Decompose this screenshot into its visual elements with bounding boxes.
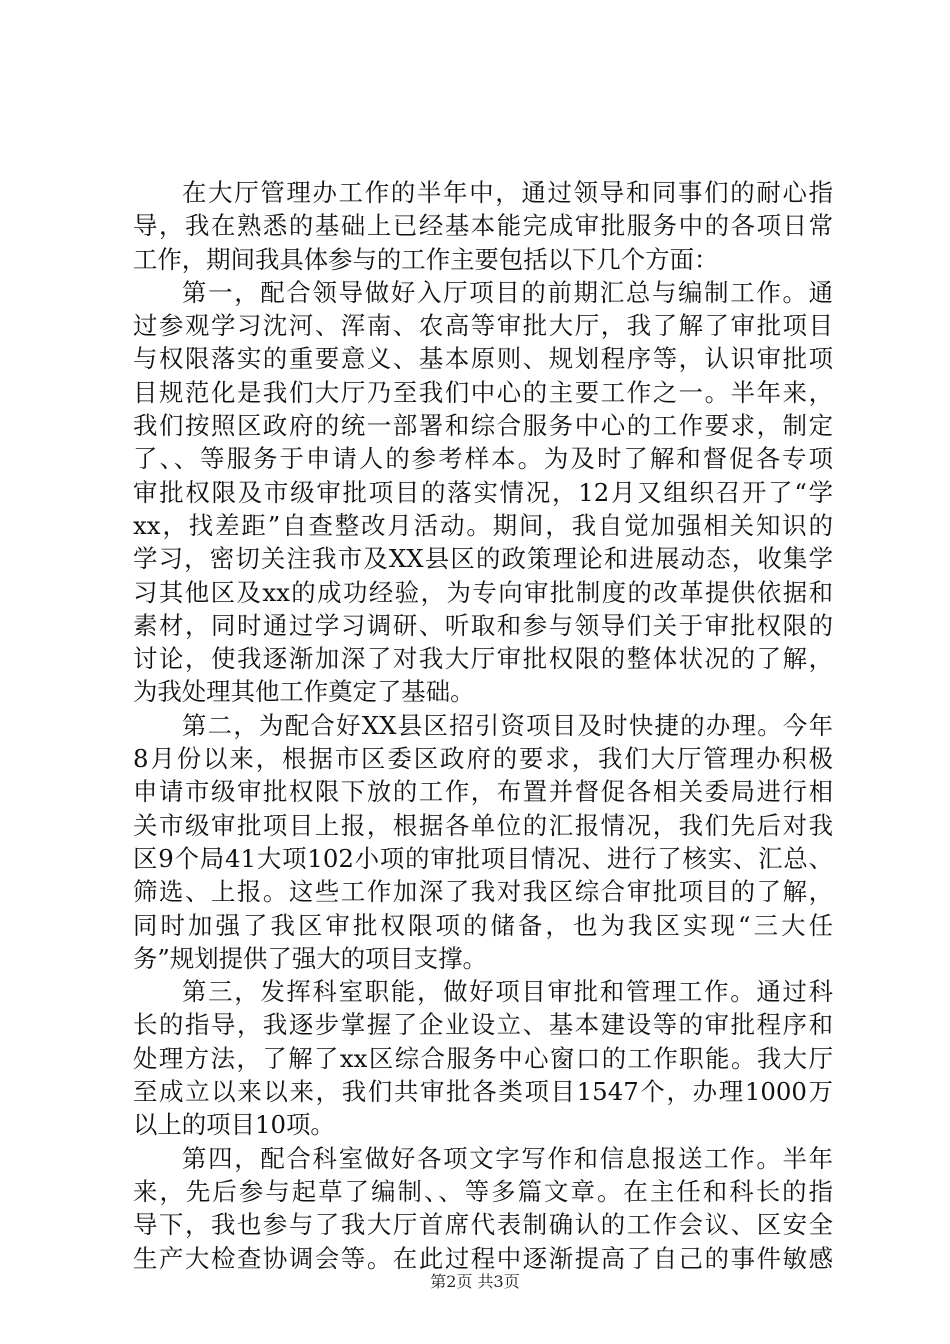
page-footer: 第2页 共3页 [430,1272,520,1291]
text-line: 第三，发挥科室职能，做好项目审批和管理工作。通过科 [182,977,833,1007]
text-line: 长的指导，我逐步掌握了企业设立、基本建设等的审批程序和 [133,1010,833,1040]
text-line: 导，我在熟悉的基础上已经基本能完成审批服务中的各项日常 [133,211,833,241]
text-line: 同时加强了我区审批权限项的储备，也为我区实现“三大任 [133,910,833,940]
text-line: 素材，同时通过学习调研、听取和参与领导们关于审批权限的 [133,610,833,640]
text-line: 目规范化是我们大厅乃至我们中心的主要工作之一。半年来， [133,377,833,407]
text-line: 讨论，使我逐渐加深了对我大厅审批权限的整体状况的了解， [133,644,833,674]
document-body [133,176,833,1275]
text-line: 区9个局41大项102小项的审批项目情况、进行了核实、汇总、 [133,843,833,873]
text-line: 我们按照区政府的统一部署和综合服务中心的工作要求，制定 [133,411,833,441]
text-line: 为我处理其他工作奠定了基础。 [133,677,475,707]
text-line: 习其他区及xx的成功经验，为专向审批制度的改革提供依据和 [133,577,833,607]
text-line: 来，先后参与起草了编制、、等多篇文章。在主任和科长的指 [133,1176,833,1206]
text-line: 与权限落实的重要意义、基本原则、规划程序等，认识审批项 [133,344,833,374]
text-line: 第一，配合领导做好入厅项目的前期汇总与编制工作。通 [182,277,833,307]
text-line: 第二，为配合好XX县区招引资项目及时快捷的办理。今年 [182,710,833,740]
text-line: 以上的项目10项。 [133,1110,335,1140]
text-line: 筛选、上报。这些工作加深了我对我区综合审批项目的了解， [133,877,833,907]
text-line: 学习，密切关注我市及XX县区的政策理论和进展动态，收集学 [133,544,833,574]
text-line: 生产大检查协调会等。在此过程中逐渐提高了自己的事件敏感 [133,1243,833,1273]
text-line: 过参观学习沈河、浑南、农高等审批大厅，我了解了审批项目 [133,311,833,341]
text-line: 在大厅管理办工作的半年中，通过领导和同事们的耐心指 [182,178,833,207]
text-line: 第四，配合科室做好各项文字写作和信息报送工作。半年 [182,1143,833,1173]
text-line: 关市级审批项目上报，根据各单位的汇报情况，我们先后对我 [133,810,833,840]
text-line: 导下，我也参与了我大厅首席代表制确认的工作会议、区安全 [133,1210,833,1240]
text-line: 务”规划提供了强大的项目支撑。 [133,943,487,973]
text-line: xx，找差距”自查整改月活动。期间，我自觉加强相关知识的 [133,510,833,540]
text-line: 工作，期间我具体参与的工作主要包括以下几个方面： [133,244,719,274]
text-line: 了、、等服务于申请人的参考样本。为及时了解和督促各专项 [133,444,833,474]
text-line: 处理方法，了解了xx区综合服务中心窗口的工作职能。我大厅 [133,1043,833,1073]
text-line: 8月份以来，根据市区委区政府的要求，我们大厅管理办积极 [133,744,833,774]
text-line: 至成立以来以来，我们共审批各类项目1547个，办理1000万 [133,1077,833,1107]
text-line: 申请市级审批权限下放的工作，布置并督促各相关委局进行相 [133,777,833,807]
text-line: 审批权限及市级审批项目的落实情况，12月又组织召开了“学 [133,477,833,507]
